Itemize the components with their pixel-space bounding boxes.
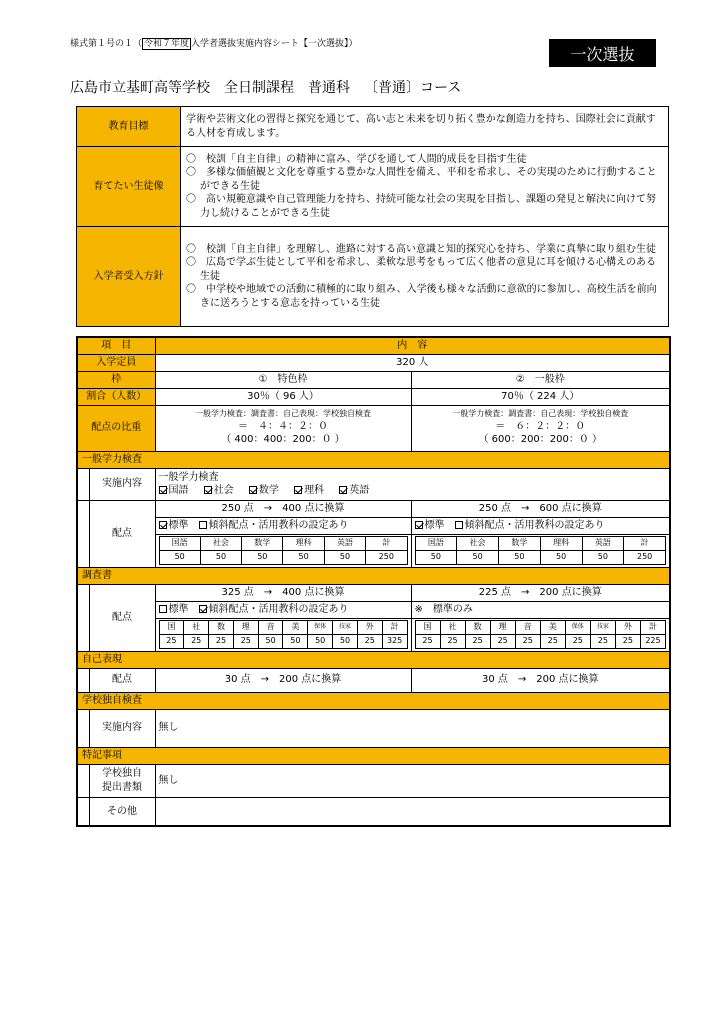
report-options-special: 標準 傾斜配点・活用教科の設定あり: [155, 601, 411, 618]
academic-section: 一般学力検査: [77, 451, 670, 468]
report-points-label: 配点: [89, 584, 155, 651]
admission-label: 入学者受入方針: [77, 227, 181, 327]
self-expression-points-label: 配点: [89, 668, 155, 692]
selection-table: [76, 336, 671, 827]
page-title: 広島市立基町高等学校 全日制課程 普通科 〔普通〕コース: [70, 80, 462, 96]
student-item: 〇 高い規範意識や自己管理能力を持ち、持続可能な社会の実現を目指し、課題の発見と解決に向けて努力し続けることができる生徒: [186, 194, 656, 219]
student-item: 〇 校訓「自主自律」の精神に富み、学びを通して人間的成長を目指す生徒: [186, 153, 527, 165]
admission-item: 〇 広島で学ぶ生徒として平和を希求し、柔軟な思考をもって広く他者の意見に耳を傾ける心構えのある生徒: [186, 257, 656, 282]
weight-points: （ 400：400：200：０ ）: [221, 434, 345, 446]
policy-table: [76, 106, 669, 327]
self-expression-conv-general: 30 点 → 200 点に換算: [411, 668, 670, 692]
weight-ratio: ＝ ６：２：２：０: [495, 420, 586, 432]
checkbox-checked-icon: [249, 486, 257, 494]
report-section: 調査書: [77, 567, 670, 584]
goal-label: 教育目標: [77, 107, 181, 147]
selection-badge: 一次選抜: [549, 39, 656, 67]
academic-content-title: 一般学力検査: [158, 471, 219, 483]
school-test-content-label: 実施内容: [89, 709, 155, 747]
weight-head: 一般学力検査：調査書：自己表現：学校独自検査: [452, 409, 629, 419]
academic-points-grid-special: 国語 社会 数学 理科 英語 計 50 50 50 50 50 250: [159, 536, 408, 565]
frame-label: 枠: [77, 371, 155, 388]
academic-content-label: 実施内容: [89, 468, 155, 500]
student-item: 〇 多様な価値観と文化を尊重する豊かな人間性を備え、平和を希求し、その実現のために行動することができる生徒: [186, 167, 657, 192]
academic-options-general: 標準 傾斜配点・活用教科の設定あり: [411, 517, 670, 534]
capacity-label: 入学定員: [77, 354, 155, 371]
checkbox-checked-icon: [159, 521, 167, 529]
other-value: [155, 797, 670, 826]
report-standard-only: ※ 標準のみ: [411, 601, 670, 618]
academic-points-grid-general: 国語 社会 数学 理科 英語 計 50 50 50 50 50 250: [415, 536, 667, 565]
school-test-section: 学校独自検査: [77, 692, 670, 709]
capacity-value: 320 人: [155, 354, 670, 371]
ratio-label: 割合（人数）: [77, 388, 155, 405]
academic-conv-general: 250 点 → 600 点に換算: [411, 500, 670, 517]
school-test-content: 無し: [155, 709, 670, 747]
report-conv-general: 225 点 → 200 点に換算: [411, 584, 670, 601]
report-conv-special: 325 点 → 400 点に換算: [155, 584, 411, 601]
report-points-grid-special: 国 社 数 理 音 美 保体 技家 外 計 25 25 25 25 50 50 50 50 25 325: [159, 620, 408, 649]
checkbox-checked-icon: [204, 486, 212, 494]
checkbox-checked-icon: [159, 486, 167, 494]
checkbox-checked-icon: [199, 605, 207, 613]
academic-points-label: 配点: [89, 500, 155, 567]
ratio-special: 30％（ 96 人）: [155, 388, 411, 405]
academic-subjects: 国語 社会 数学 理科 英語: [159, 484, 667, 498]
checkbox-checked-icon: [339, 486, 347, 494]
other-label: その他: [89, 797, 155, 826]
self-expression-conv-special: 30 点 → 200 点に換算: [155, 668, 411, 692]
report-points-grid-general: 国 社 数 理 音 美 保体 技家 外 計 25 25 25 25 25 25 25 25 25 225: [415, 620, 667, 649]
weight-head: 一般学力検査：調査書：自己表現：学校独自検査: [195, 409, 371, 419]
admission-item: 〇 中学校や地域での活動に積極的に取り組み、入学後も様々な活動に意欲的に参加し、高校生活を前向きに送ろうとする意志を持っている生徒: [186, 284, 657, 309]
academic-conv-special: 250 点 → 400 点に換算: [155, 500, 411, 517]
frame-special: ① 特色枠: [155, 371, 411, 388]
documents-value: 無し: [155, 764, 670, 797]
checkbox-empty-icon: [455, 521, 463, 529]
checkbox-checked-icon: [415, 521, 423, 529]
checkbox-empty-icon: [159, 605, 167, 613]
checkbox-empty-icon: [199, 521, 207, 529]
weight-ratio: ＝ ４：４：２：０: [238, 420, 328, 432]
student-label: 育てたい生徒像: [77, 147, 181, 227]
checkbox-checked-icon: [294, 486, 302, 494]
goal-text: 学術や芸術文化の習得と探究を通じて、高い志と未来を切り拓く豊かな創造力を持ち、国際社会に貢献する人材を育成します。: [181, 107, 669, 147]
header-content: 内 容: [155, 337, 670, 354]
weight-points: （ 600：200：200：０ ）: [478, 434, 603, 446]
academic-options-special: 標準 傾斜配点・活用教科の設定あり: [155, 517, 411, 534]
header-item: 項 目: [77, 337, 155, 354]
admission-item: 〇 校訓「自主自律」を理解し、進路に対する高い意識と知的探究心を持ち、学業に真摯に取り組む生徒: [186, 243, 656, 255]
frame-general: ② 一般枠: [411, 371, 670, 388]
ratio-general: 70％（ 224 人）: [411, 388, 670, 405]
notes-section: 特記事項: [77, 747, 670, 764]
form-number: 様式第１号の１（ 令和７年度 入学者選抜実施内容シート【一次選抜】）: [70, 39, 358, 49]
self-expression-section: 自己表現: [77, 651, 670, 668]
documents-label: 学校独自 提出書類: [89, 764, 155, 797]
weight-label: 配点の比重: [77, 405, 155, 451]
